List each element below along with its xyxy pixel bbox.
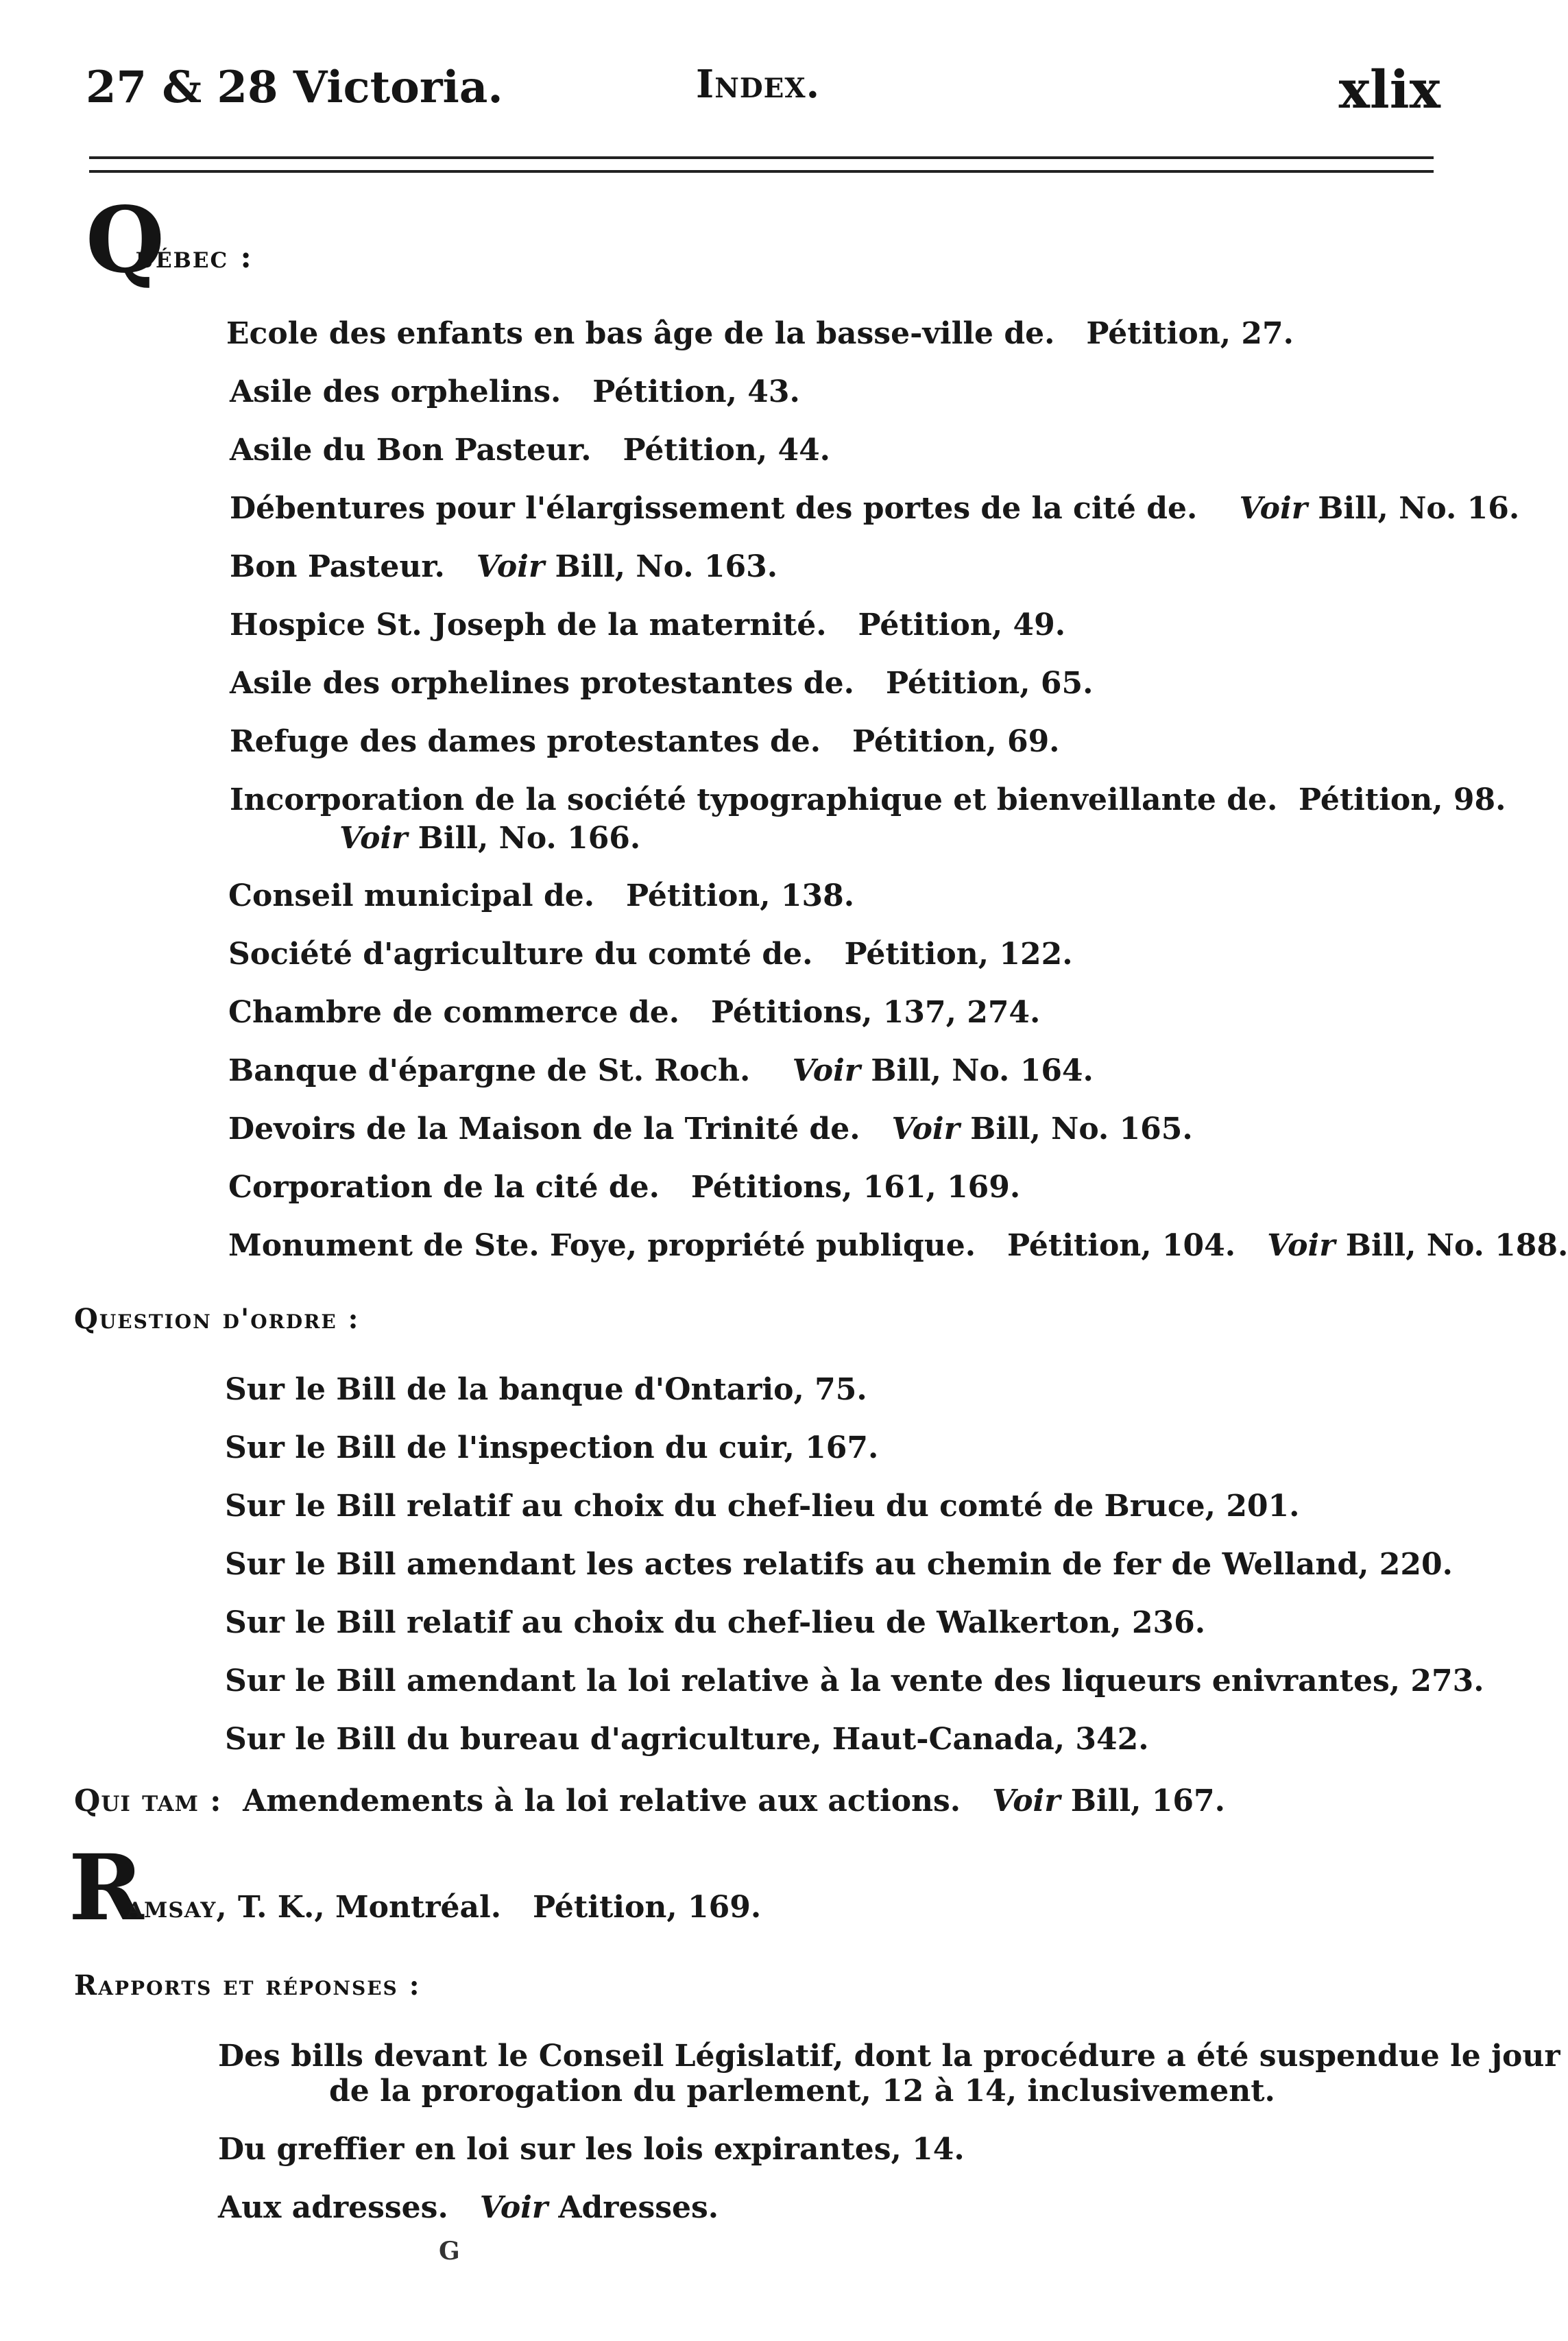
quebec-entry: Asile des orphelines protestantes de. Pétition, 65.: [230, 666, 1094, 701]
quebec-entry: Chambre de commerce de. Pétitions, 137, 274.: [228, 995, 1041, 1030]
rapports-entry: Des bills devant le Conseil Législatif, dont la procédure a été suspendue le jour: [218, 2039, 1560, 2074]
quebec-entry: Bon Pasteur. Voir Bill, No. 163.: [230, 549, 778, 584]
running-title: 27 & 28 Victoria.: [86, 62, 503, 113]
ramsay-initial: R: [69, 1835, 144, 1941]
rapports-entry: Du greffier en loi sur les lois expirantes, 14.: [218, 2132, 965, 2167]
header-rule-top: [89, 156, 1434, 159]
question-ordre-entry: Sur le Bill relatif au choix du chef-lieu du comté de Bruce, 201.: [225, 1489, 1300, 1524]
ramsay-entry: amsay, T. K., Montréal. Pétition, 169.: [127, 1890, 762, 1925]
signature-mark: G: [439, 2237, 460, 2266]
quebec-entry: Devoirs de la Maison de la Trinité de. Voir Bill, No. 165.: [228, 1112, 1193, 1147]
question-ordre-entry: Sur le Bill de l'inspection du cuir, 167.: [225, 1430, 879, 1465]
rapports-entry-continuation: de la prorogation du parlement, 12 à 14, inclusivement.: [329, 2074, 1275, 2109]
rapports-entry: Aux adresses. Voir Adresses.: [218, 2190, 719, 2225]
quebec-entry: Ecole des enfants en bas âge de la basse-ville de. Pétition, 27.: [226, 316, 1294, 351]
quebec-heading: uébec :: [136, 240, 253, 275]
question-ordre-entry: Sur le Bill de la banque d'Ontario, 75.: [225, 1372, 867, 1407]
quebec-entry: Banque d'épargne de St. Roch. Voir Bill, No. 164.: [228, 1053, 1094, 1088]
page-number: xlix: [1338, 59, 1440, 120]
quebec-entry: Hospice St. Joseph de la maternité. Pétition, 49.: [230, 608, 1066, 643]
quebec-entry: Conseil municipal de. Pétition, 138.: [228, 878, 855, 913]
question-ordre-entry: Sur le Bill amendant la loi relative à la vente des liqueurs enivrantes, 273.: [225, 1664, 1484, 1698]
question-ordre-entry: Sur le Bill du bureau d'agriculture, Haut-Canada, 342.: [225, 1722, 1149, 1757]
quebec-entry: Refuge des dames protestantes de. Pétition, 69.: [230, 724, 1060, 759]
quebec-entry: Incorporation de la société typographique et bienveillante de. Pétition, 98.: [230, 782, 1506, 817]
quebec-entry: Asile du Bon Pasteur. Pétition, 44.: [230, 433, 830, 468]
page-section-title: Index.: [696, 62, 821, 107]
header-rule-bottom: [89, 170, 1434, 173]
question-ordre-entry: Sur le Bill relatif au choix du chef-lieu de Walkerton, 236.: [225, 1605, 1206, 1640]
quebec-entry: Société d'agriculture du comté de. Pétition, 122.: [228, 937, 1073, 972]
question-ordre-heading: Question d'ordre :: [74, 1303, 360, 1335]
quebec-entry: Débentures pour l'élargissement des portes de la cité de. Voir Bill, No. 16.: [230, 491, 1520, 526]
quebec-entry-continuation: Voir Bill, No. 166.: [339, 821, 641, 856]
quebec-entry: Corporation de la cité de. Pétitions, 161, 169.: [228, 1170, 1021, 1205]
quebec-entry: Monument de Ste. Foye, propriété publique. Pétition, 104. Voir Bill, No. 188.: [228, 1228, 1568, 1263]
quebec-initial: Q: [86, 187, 165, 293]
qui-tam-heading: Qui tam :: [74, 1784, 222, 1818]
qui-tam-entry: Qui tam : Amendements à la loi relative aux actions. Voir Bill, 167.: [74, 1784, 1225, 1818]
question-ordre-entry: Sur le Bill amendant les actes relatifs au chemin de fer de Welland, 220.: [225, 1547, 1453, 1582]
quebec-entry: Asile des orphelins. Pétition, 43.: [230, 374, 800, 409]
rapports-heading: Rapports et réponses :: [74, 1969, 421, 2002]
